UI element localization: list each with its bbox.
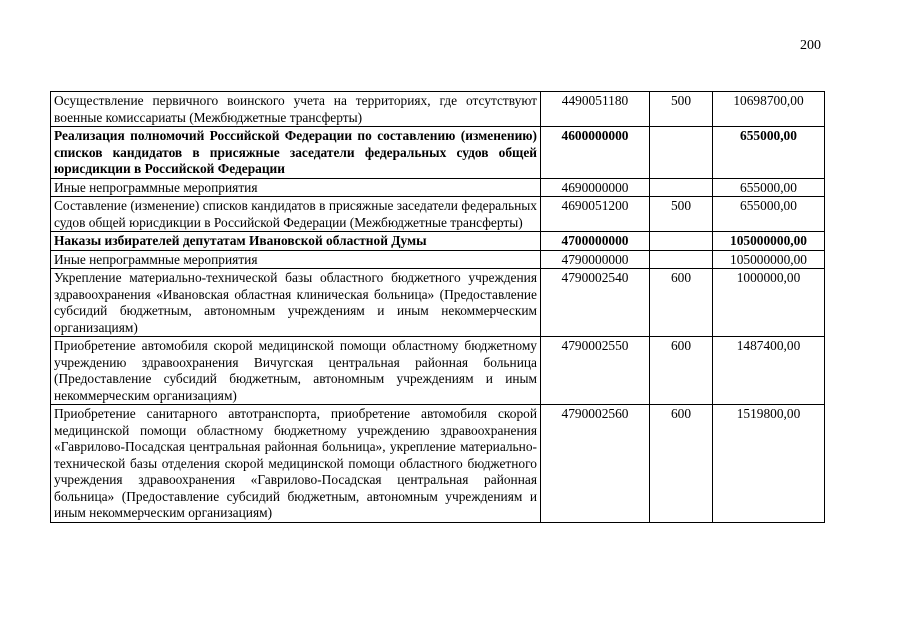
row-amount-cell: 1000000,00	[713, 269, 825, 337]
row-amount-cell: 10698700,00	[713, 92, 825, 127]
row-name-cell: Приобретение автомобиля скорой медицинской помощи областному бюджетному учреждению здравоохранения Вичугская центральная районная больница (Предоставление субсидий бюджетным, автономным учреждениям и иным некоммерческим организациям)	[51, 337, 541, 405]
row-type-cell	[650, 232, 713, 251]
table-row	[51, 250, 825, 269]
row-code-cell: 4600000000	[541, 127, 650, 179]
row-name-cell: Укрепление материально-технической базы областного бюджетного учреждения здравоохранения «Ивановская областная клиническая больница» (Предоставление субсидий бюджетным, автономным учреждениям и иным некоммерческим организациям)	[51, 269, 541, 337]
row-code-cell: 4790002560	[541, 405, 650, 523]
table-row	[51, 92, 825, 127]
row-name-cell: Осуществление первичного воинского учета на территориях, где отсутствуют военные комиссариаты (Межбюджетные трансферты)	[51, 92, 541, 127]
row-type-cell: 500	[650, 92, 713, 127]
page-number: 200	[800, 38, 821, 53]
row-amount-cell: 655000,00	[713, 197, 825, 232]
row-amount-cell: 655000,00	[713, 127, 825, 179]
row-type-cell: 600	[650, 405, 713, 523]
table-row	[51, 197, 825, 232]
table-row	[51, 337, 825, 405]
row-code-cell: 4790000000	[541, 250, 650, 269]
row-code-cell: 4490051180	[541, 92, 650, 127]
row-amount-cell: 105000000,00	[713, 250, 825, 269]
row-type-cell	[650, 127, 713, 179]
row-type-cell	[650, 178, 713, 197]
row-code-cell: 4790002540	[541, 269, 650, 337]
table-row	[51, 178, 825, 197]
row-name-cell: Наказы избирателей депутатам Ивановской областной Думы	[51, 232, 541, 251]
row-name-cell: Реализация полномочий Российской Федерации по составлению (изменению) списков кандидатов в присяжные заседатели федеральных судов общей юрисдикции в Российской Федерации	[51, 127, 541, 179]
table-row	[51, 405, 825, 523]
row-name-cell: Приобретение санитарного автотранспорта, приобретение автомобиля скорой медицинской помощи областному бюджетному учреждению здравоохранения «Гаврилово-Посадская центральная районная больница», укрепление материально-технической базы отделения скорой медицинской помощи областного бюджетного учреждения здравоохранения «Гаврилово-Посадская центральная районная больница» (Предоставление субсидий бюджетным, автономным учреждениям и иным некоммерческим организациям)	[51, 405, 541, 523]
row-code-cell: 4790002550	[541, 337, 650, 405]
row-amount-cell: 105000000,00	[713, 232, 825, 251]
row-code-cell: 4690051200	[541, 197, 650, 232]
row-code-cell: 4690000000	[541, 178, 650, 197]
row-amount-cell: 1519800,00	[713, 405, 825, 523]
table-row	[51, 269, 825, 337]
budget-table-body	[51, 92, 825, 523]
row-name-cell: Иные непрограммные мероприятия	[51, 250, 541, 269]
row-type-cell: 600	[650, 269, 713, 337]
row-type-cell: 500	[650, 197, 713, 232]
table-row	[51, 232, 825, 251]
row-amount-cell: 1487400,00	[713, 337, 825, 405]
row-code-cell: 4700000000	[541, 232, 650, 251]
row-amount-cell: 655000,00	[713, 178, 825, 197]
row-type-cell: 600	[650, 337, 713, 405]
table-row	[51, 127, 825, 179]
row-name-cell: Иные непрограммные мероприятия	[51, 178, 541, 197]
budget-table	[50, 91, 825, 523]
row-name-cell: Составление (изменение) списков кандидатов в присяжные заседатели федеральных судов общей юрисдикции в Российской Федерации (Межбюджетные трансферты)	[51, 197, 541, 232]
row-type-cell	[650, 250, 713, 269]
